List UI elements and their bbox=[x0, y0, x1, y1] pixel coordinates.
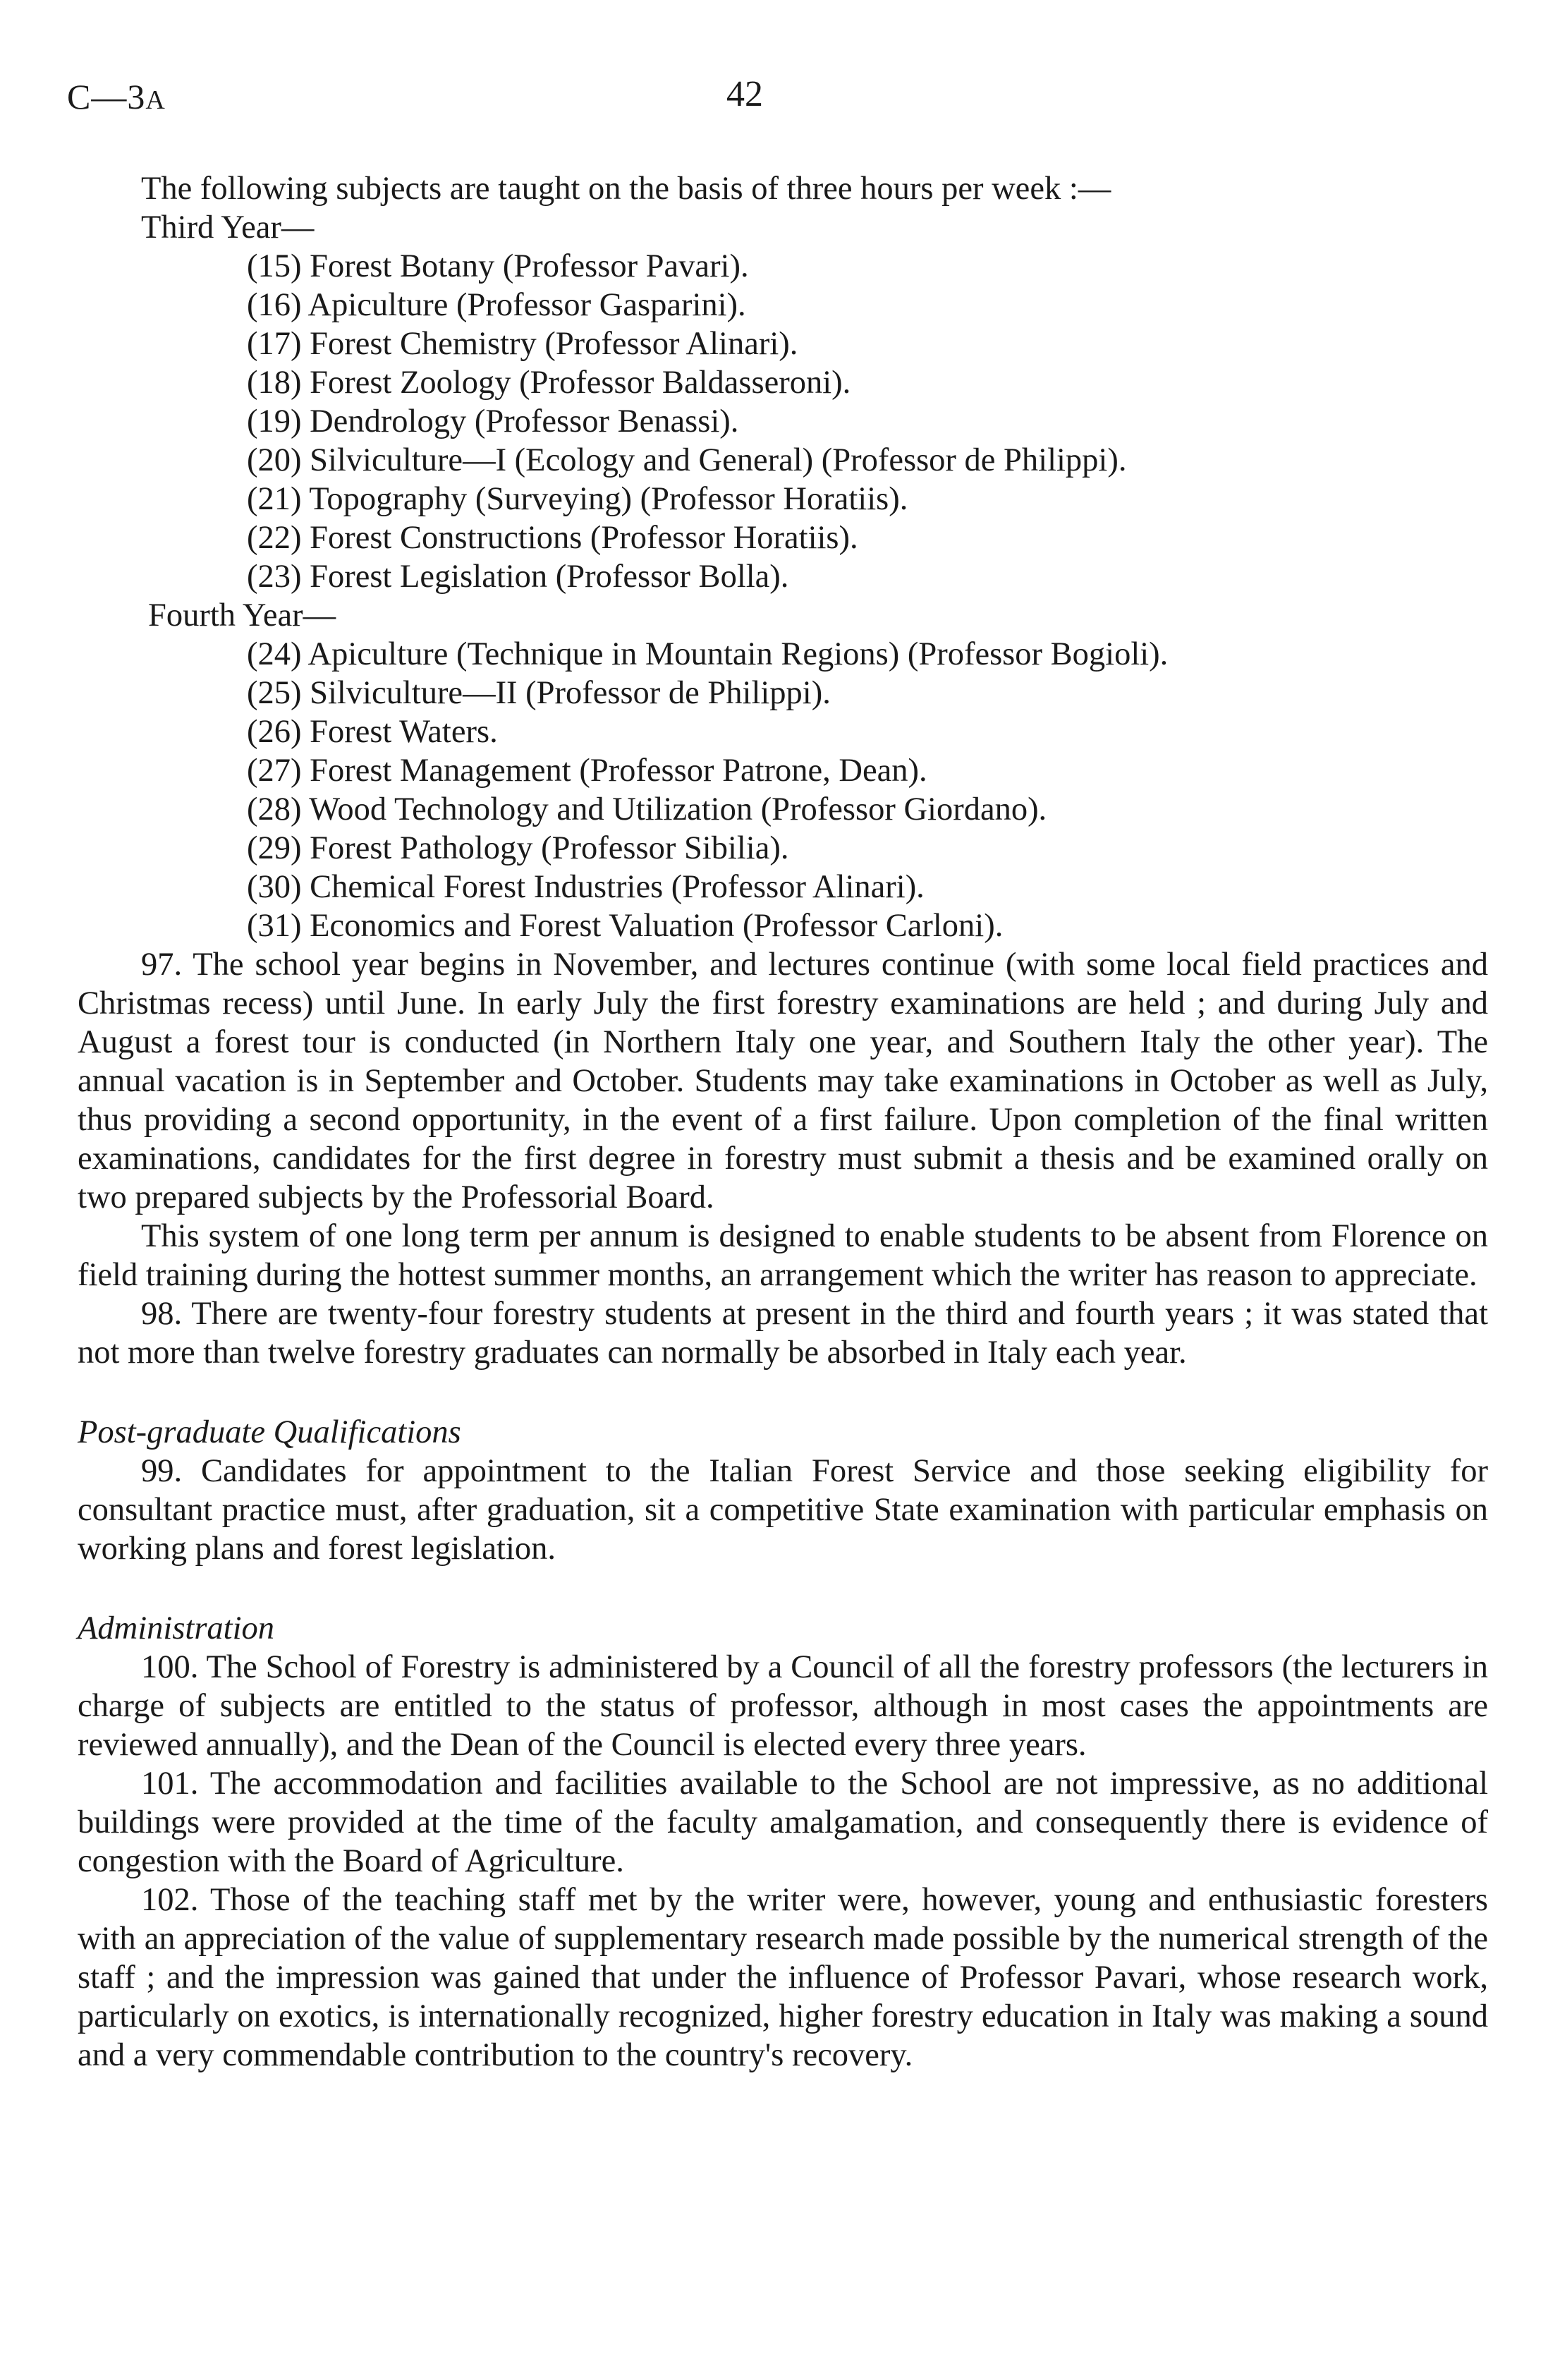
list-item: (20) Silviculture—I (Ecology and General) (Professor de Philippi). bbox=[247, 442, 1127, 478]
third-year-label: Third Year— bbox=[141, 210, 315, 245]
paragraph-101: 101. The accommodation and facilities available to the School are not impressive, as no additional buildings were provided at the time of the faculty amalgamation, and consequently there is evidence of congestion with the Board of Agriculture. bbox=[78, 1766, 1488, 1879]
paragraph-99: 99. Candidates for appointment to the Italian Forest Service and those seeking eligibility for consultant practice must, after graduation, sit a competitive State examination with particular emphasis on working plans and forest legislation. bbox=[78, 1453, 1488, 1567]
list-item: (22) Forest Constructions (Professor Horatiis). bbox=[247, 520, 858, 556]
list-item: (25) Silviculture—II (Professor de Philippi). bbox=[247, 675, 831, 711]
list-item: (21) Topography (Surveying) (Professor Horatiis). bbox=[247, 481, 908, 517]
list-item: (31) Economics and Forest Valuation (Professor Carloni). bbox=[247, 908, 1004, 944]
list-item: (27) Forest Management (Professor Patrone, Dean). bbox=[247, 753, 927, 789]
paragraph-97-continued: This system of one long term per annum is designed to enable students to be absent from Florence on field training during the hottest summer months, an arrangement which the writer has reason to appreciate. bbox=[78, 1218, 1488, 1293]
list-item: (26) Forest Waters. bbox=[247, 714, 498, 750]
list-item: (17) Forest Chemistry (Professor Alinari). bbox=[247, 326, 798, 362]
list-item: (19) Dendrology (Professor Benassi). bbox=[247, 403, 739, 439]
heading-administration: Administration bbox=[78, 1610, 275, 1646]
list-item: (29) Forest Pathology (Professor Sibilia). bbox=[247, 830, 789, 866]
intro-line: The following subjects are taught on the basis of three hours per week :— bbox=[141, 171, 1111, 207]
heading-post-graduate: Post-graduate Qualifications bbox=[78, 1414, 461, 1450]
list-item: (23) Forest Legislation (Professor Bolla). bbox=[247, 559, 789, 595]
document-body bbox=[78, 169, 1488, 2075]
list-item: (16) Apiculture (Professor Gasparini). bbox=[247, 287, 746, 323]
page-number: 42 bbox=[726, 74, 763, 114]
document-reference bbox=[67, 76, 166, 117]
paragraph-97: 97. The school year begins in November, and lectures continue (with some local field practices and Christmas recess) until June. In early July the first forestry examinations are held ; and during July and August a forest tour is conducted (in Northern Italy one year, and Southern Italy the other year). The annual vacation is in September and October. Students may take examinations in October as well as July, thus providing a second opportunity, in the event of a first failure. Upon completion of the final written examinations, candidates for the first degree in forestry must submit a thesis and be examined orally on two prepared subjects by the Professorial Board. bbox=[78, 947, 1488, 1215]
paragraph-100: 100. The School of Forestry is administered by a Council of all the forestry professors (the lecturers in charge of subjects are entitled to the status of professor, although in most cases the appointments are reviewed annually), and the Dean of the Council is elected every three years. bbox=[78, 1649, 1488, 1763]
paragraph-102: 102. Those of the teaching staff met by the writer were, however, young and enthusiastic foresters with an appreciation of the value of supplementary research made possible by the numerical strength of the staff ; and the impression was gained that under the influence of Professor Pavari, whose research work, particularly on exotics, is internationally recognized, higher forestry education in Italy was making a sound and a very commendable contribution to the country's recovery. bbox=[78, 1882, 1488, 2073]
third-year-list bbox=[85, 247, 1488, 596]
reference-main: C—3 bbox=[67, 77, 146, 116]
fourth-year-list bbox=[85, 635, 1488, 945]
paragraph-98: 98. There are twenty-four forestry students at present in the third and fourth years ; it was stated that not more than twelve forestry graduates can normally be absorbed in Italy each year. bbox=[78, 1296, 1488, 1371]
fourth-year-label: Fourth Year— bbox=[148, 597, 336, 633]
list-item: (18) Forest Zoology (Professor Baldasseroni). bbox=[247, 365, 851, 401]
list-item: (28) Wood Technology and Utilization (Professor Giordano). bbox=[247, 791, 1047, 827]
list-item: (24) Apiculture (Technique in Mountain Regions) (Professor Bogioli). bbox=[247, 636, 1169, 672]
list-item: (30) Chemical Forest Industries (Professor Alinari). bbox=[247, 869, 925, 905]
list-item: (15) Forest Botany (Professor Pavari). bbox=[247, 248, 749, 284]
reference-suffix: A bbox=[145, 85, 166, 115]
